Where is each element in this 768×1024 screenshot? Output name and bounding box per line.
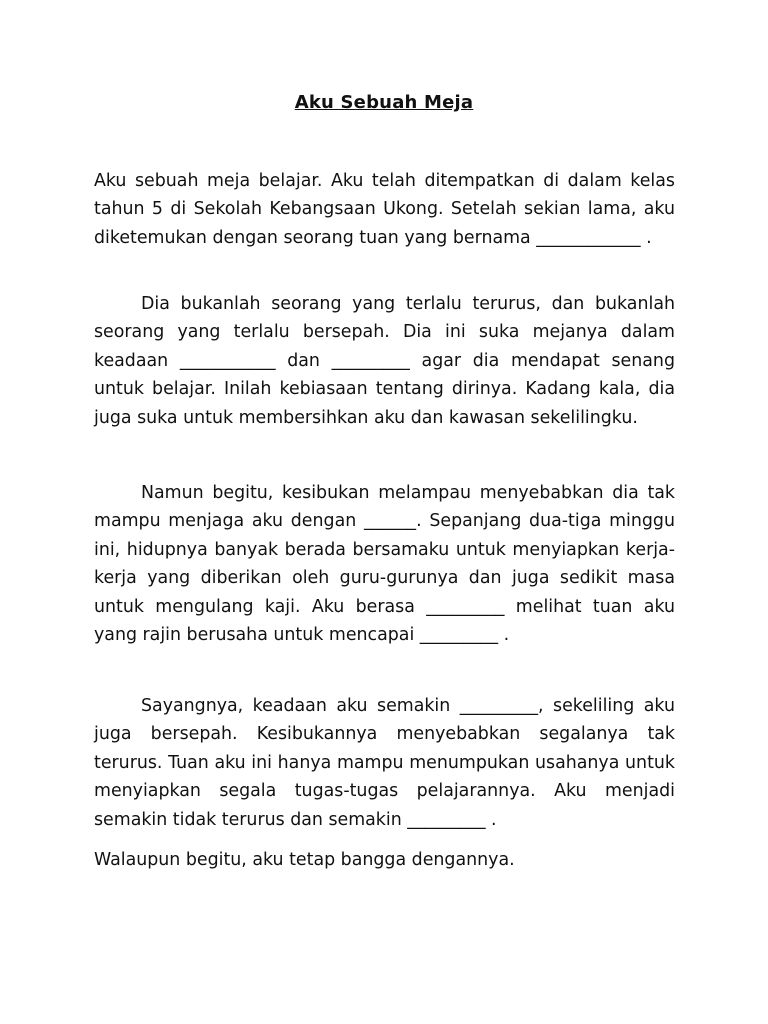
paragraph-2: Dia bukanlah seorang yang terlalu terurus, dan bukanlah seorang yang terlalu bersepah. Dia ini suka mejanya dalam keadaan ___________ dan _________ agar dia mendapat senang untuk belajar. Inilah kebiasaan tentang dirinya. Kadang kala, dia juga suka untuk membersihkan aku dan kawasan sekelilingku. <box>94 294 675 428</box>
paragraph-3: Namun begitu, kesibukan melampau menyebabkan dia tak mampu menjaga aku dengan ______. Sepanjang dua-tiga minggu ini, hidupnya banyak berada bersamaku untuk menyiapkan kerja-kerja yang diberikan oleh guru-gurunya dan juga sedikit masa untuk mengulang kaji. Aku berasa _________ melihat tuan aku yang rajin berusaha untuk mencapai _________ . <box>94 483 675 646</box>
paragraph-1: Aku sebuah meja belajar. Aku telah ditempatkan di dalam kelas tahun 5 di Sekolah Kebangsaan Ukong. Setelah sekian lama, aku diketemukan dengan seorang tuan yang bernama ____________ . <box>94 171 675 248</box>
paragraph-4: Sayangnya, keadaan aku semakin _________, sekeliling aku juga bersepah. Kesibukannya menyebabkan segalanya tak terurus. Tuan aku ini hanya mampu menumpukan usahanya untuk menyiapkan segala tugas-tugas pelajarannya. Aku menjadi semakin tidak terurus dan semakin _________ . <box>94 696 675 830</box>
document-title: Aku Sebuah Meja <box>294 92 474 113</box>
paragraph-5: Walaupun begitu, aku tetap bangga dengannya. <box>94 850 515 870</box>
